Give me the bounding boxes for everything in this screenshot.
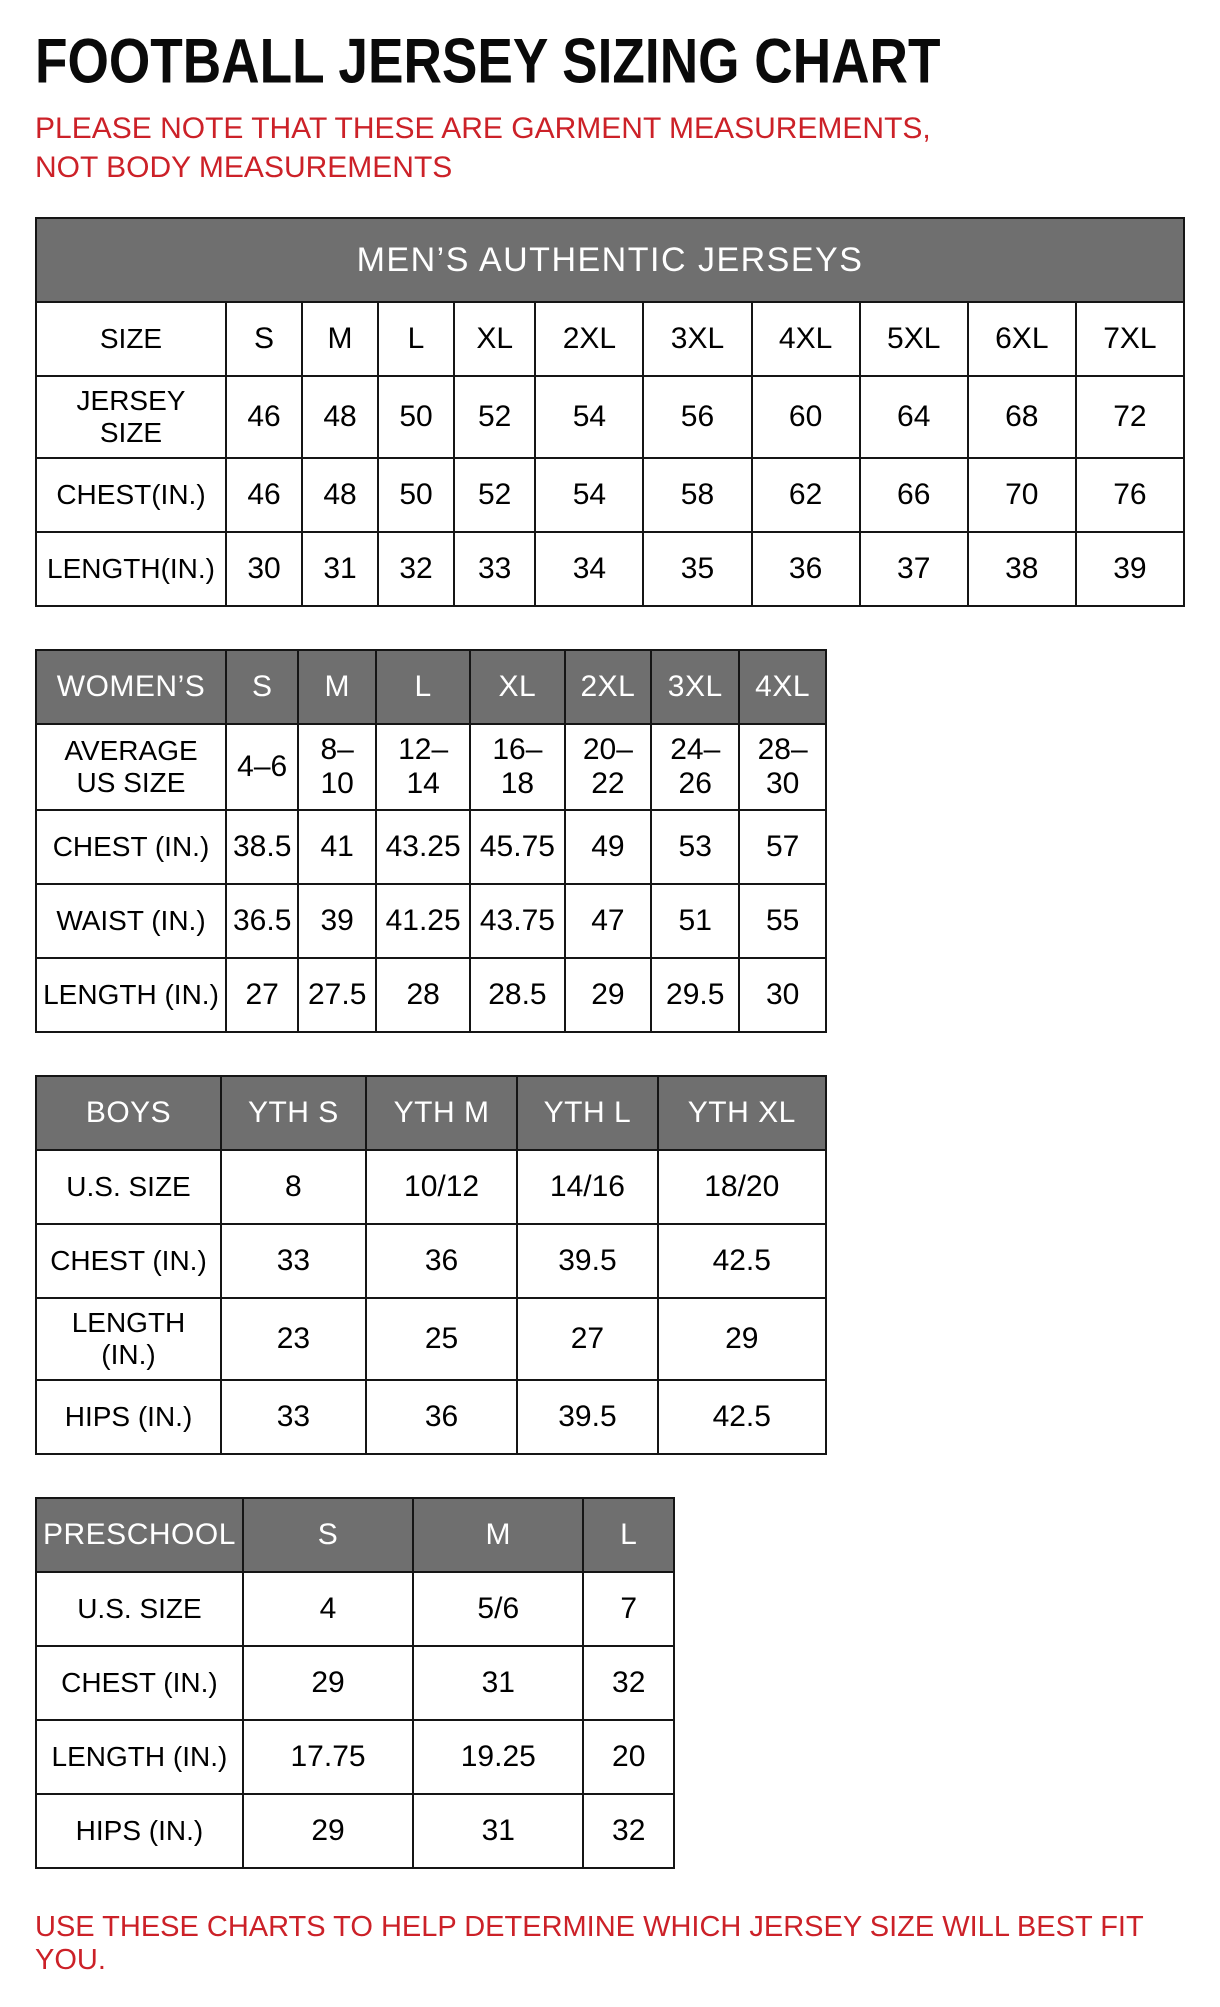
row-label: LENGTH (IN.): [36, 958, 226, 1032]
footer-note: USE THESE CHARTS TO HELP DETERMINE WHICH JERSEY SIZE WILL BEST FIT YOU.: [35, 1911, 1144, 1976]
size-cell: 52: [454, 376, 535, 458]
row-label: LENGTH (IN.): [36, 1298, 221, 1380]
size-cell: 76: [1076, 458, 1184, 532]
size-cell: 72: [1076, 376, 1184, 458]
size-cell: 29: [658, 1298, 826, 1380]
table-row: [36, 1150, 826, 1224]
size-cell: 43.25: [376, 810, 470, 884]
size-cell: 7: [583, 1572, 674, 1646]
size-cell: 47: [565, 884, 652, 958]
table-row: [36, 1572, 674, 1646]
size-cell: 29: [565, 958, 652, 1032]
size-cell: 31: [302, 532, 378, 606]
size-cell: 12–14: [376, 724, 470, 810]
size-cell: 5/6: [413, 1572, 583, 1646]
size-cell: 66: [860, 458, 968, 532]
size-cell: 10/12: [366, 1150, 518, 1224]
size-cell: 8–10: [298, 724, 376, 810]
size-cell: 27: [517, 1298, 657, 1380]
size-cell: 70: [968, 458, 1076, 532]
size-cell: 38.5: [226, 810, 298, 884]
boys-size-table: [35, 1075, 827, 1455]
size-cell: 29: [243, 1646, 413, 1720]
size-cell: 48: [302, 376, 378, 458]
size-cell: 4–6: [226, 724, 298, 810]
size-cell: 60: [752, 376, 860, 458]
table-banner-row: [36, 218, 1184, 302]
size-cell: 3XL: [643, 302, 751, 376]
row-label: LENGTH (IN.): [36, 1720, 243, 1794]
column-header: YTH L: [517, 1076, 657, 1150]
size-cell: 17.75: [243, 1720, 413, 1794]
size-cell: XL: [454, 302, 535, 376]
size-cell: 42.5: [658, 1224, 826, 1298]
size-cell: 8: [221, 1150, 366, 1224]
size-cell: 49: [565, 810, 652, 884]
size-cell: 7XL: [1076, 302, 1184, 376]
size-cell: 39.5: [517, 1380, 657, 1454]
size-cell: S: [226, 302, 302, 376]
size-cell: 28–30: [739, 724, 826, 810]
size-cell: 32: [583, 1794, 674, 1868]
table-row: [36, 376, 1184, 458]
size-cell: 2XL: [535, 302, 643, 376]
table-title-cell: WOMEN’S: [36, 650, 226, 724]
size-cell: 51: [651, 884, 739, 958]
row-label: CHEST (IN.): [36, 1224, 221, 1298]
size-cell: 62: [752, 458, 860, 532]
size-cell: 53: [651, 810, 739, 884]
size-cell: 43.75: [470, 884, 564, 958]
size-cell: 39: [298, 884, 376, 958]
table-row: [36, 1224, 826, 1298]
size-cell: 35: [643, 532, 751, 606]
womens-size-table: [35, 649, 827, 1033]
size-cell: 33: [454, 532, 535, 606]
size-cell: 39.5: [517, 1224, 657, 1298]
size-cell: 41: [298, 810, 376, 884]
size-cell: 14/16: [517, 1150, 657, 1224]
table-header-row: [36, 1076, 826, 1150]
row-label: WAIST (IN.): [36, 884, 226, 958]
table-row: [36, 458, 1184, 532]
column-header: L: [583, 1498, 674, 1572]
table-row: [36, 532, 1184, 606]
size-cell: 29: [243, 1794, 413, 1868]
preschool-size-table: [35, 1497, 675, 1869]
size-cell: 64: [860, 376, 968, 458]
table-title-cell: BOYS: [36, 1076, 221, 1150]
size-cell: 57: [739, 810, 826, 884]
size-cell: 32: [583, 1646, 674, 1720]
row-label: CHEST(IN.): [36, 458, 226, 532]
size-cell: 30: [739, 958, 826, 1032]
size-cell: 33: [221, 1224, 366, 1298]
size-cell: 28.5: [470, 958, 564, 1032]
size-cell: 19.25: [413, 1720, 583, 1794]
size-cell: 30: [226, 532, 302, 606]
size-cell: 38: [968, 532, 1076, 606]
size-cell: 39: [1076, 532, 1184, 606]
column-header: S: [226, 650, 298, 724]
table-row: [36, 810, 826, 884]
size-cell: 54: [535, 458, 643, 532]
page-title: FOOTBALL JERSEY SIZING CHART: [35, 25, 941, 96]
size-cell: 28: [376, 958, 470, 1032]
size-cell: 46: [226, 376, 302, 458]
size-cell: 50: [378, 458, 454, 532]
table-title-cell: PRESCHOOL: [36, 1498, 243, 1572]
column-header: M: [413, 1498, 583, 1572]
size-cell: 4: [243, 1572, 413, 1646]
size-cell: 54: [535, 376, 643, 458]
column-header: YTH XL: [658, 1076, 826, 1150]
size-cell: 46: [226, 458, 302, 532]
size-cell: 36: [366, 1380, 518, 1454]
row-label: U.S. SIZE: [36, 1572, 243, 1646]
row-label: HIPS (IN.): [36, 1794, 243, 1868]
mens-authentic-jerseys-table: [35, 217, 1185, 607]
size-cell: 52: [454, 458, 535, 532]
size-cell: 36: [752, 532, 860, 606]
size-cell: 29.5: [651, 958, 739, 1032]
size-cell: 48: [302, 458, 378, 532]
size-cell: 24–26: [651, 724, 739, 810]
table-row: [36, 1646, 674, 1720]
row-label: LENGTH(IN.): [36, 532, 226, 606]
size-cell: 34: [535, 532, 643, 606]
size-cell: 6XL: [968, 302, 1076, 376]
table-row: [36, 1720, 674, 1794]
size-cell: 16–18: [470, 724, 564, 810]
size-cell: 27: [226, 958, 298, 1032]
table-header-row: [36, 1498, 674, 1572]
table-header-row: [36, 650, 826, 724]
table-row: [36, 302, 1184, 376]
size-cell: 36.5: [226, 884, 298, 958]
size-cell: 42.5: [658, 1380, 826, 1454]
table-row: [36, 958, 826, 1032]
size-cell: 18/20: [658, 1150, 826, 1224]
row-label: SIZE: [36, 302, 226, 376]
size-cell: 68: [968, 376, 1076, 458]
size-cell: 33: [221, 1380, 366, 1454]
size-cell: 41.25: [376, 884, 470, 958]
size-cell: 50: [378, 376, 454, 458]
row-label: U.S. SIZE: [36, 1150, 221, 1224]
size-cell: 36: [366, 1224, 518, 1298]
table-banner: MEN’S AUTHENTIC JERSEYS: [36, 218, 1184, 302]
column-header: 2XL: [565, 650, 652, 724]
column-header: 4XL: [739, 650, 826, 724]
column-header: M: [298, 650, 376, 724]
size-cell: M: [302, 302, 378, 376]
garment-measurement-note: PLEASE NOTE THAT THESE ARE GARMENT MEASUREMENTS, NOT BODY MEASUREMENTS: [35, 112, 931, 184]
table-row: [36, 884, 826, 958]
size-cell: 23: [221, 1298, 366, 1380]
column-header: XL: [470, 650, 564, 724]
size-cell: L: [378, 302, 454, 376]
size-cell: 4XL: [752, 302, 860, 376]
table-row: [36, 724, 826, 810]
size-cell: 25: [366, 1298, 518, 1380]
column-header: L: [376, 650, 470, 724]
size-cell: 27.5: [298, 958, 376, 1032]
column-header: 3XL: [651, 650, 739, 724]
table-row: [36, 1380, 826, 1454]
size-cell: 55: [739, 884, 826, 958]
size-cell: 20: [583, 1720, 674, 1794]
row-label: JERSEY SIZE: [36, 376, 226, 458]
column-header: YTH M: [366, 1076, 518, 1150]
size-cell: 31: [413, 1794, 583, 1868]
size-cell: 32: [378, 532, 454, 606]
table-row: [36, 1298, 826, 1380]
size-cell: 20–22: [565, 724, 652, 810]
column-header: S: [243, 1498, 413, 1572]
row-label: AVERAGE US SIZE: [36, 724, 226, 810]
size-cell: 37: [860, 532, 968, 606]
table-row: [36, 1794, 674, 1868]
size-cell: 56: [643, 376, 751, 458]
size-cell: 45.75: [470, 810, 564, 884]
size-cell: 5XL: [860, 302, 968, 376]
size-cell: 58: [643, 458, 751, 532]
row-label: CHEST (IN.): [36, 810, 226, 884]
row-label: HIPS (IN.): [36, 1380, 221, 1454]
row-label: CHEST (IN.): [36, 1646, 243, 1720]
column-header: YTH S: [221, 1076, 366, 1150]
size-cell: 31: [413, 1646, 583, 1720]
